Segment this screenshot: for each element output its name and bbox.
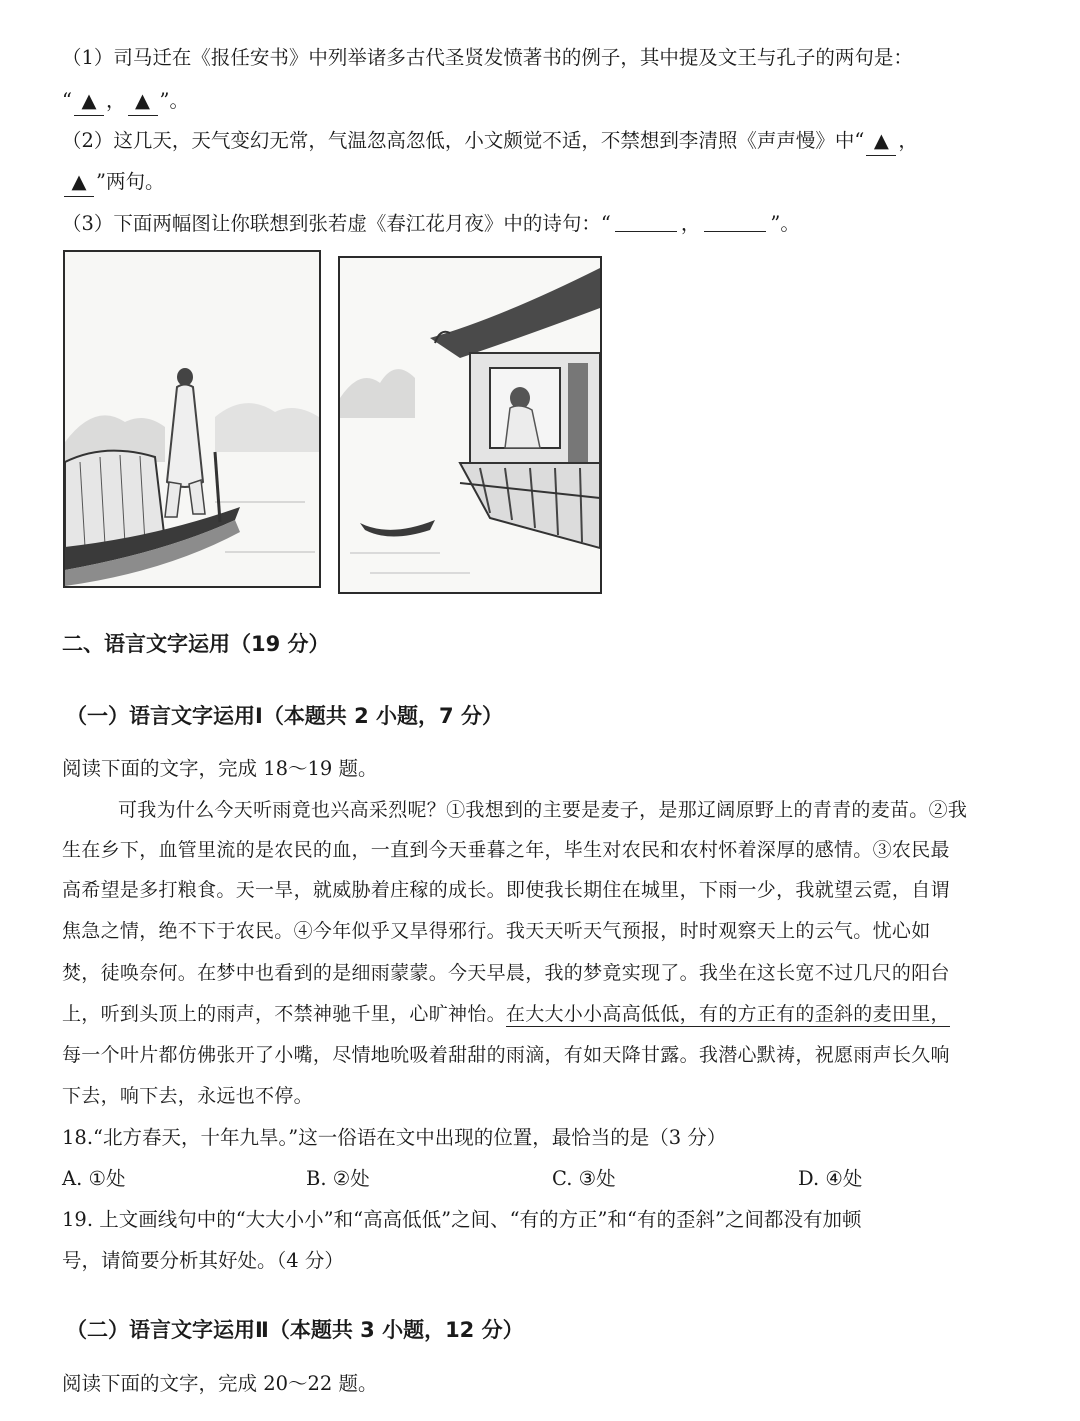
passage-line-6 (62, 1000, 1040, 1028)
answer-blank-1: ▲ (74, 87, 104, 116)
question-2-line-2 (62, 168, 1040, 197)
comma: ， (105, 89, 126, 112)
question-19-line-1: 19. 上文画线句中的“大大小小”和“高高低低”之间、“有的方正”和“有的歪斜”之间都没有加顿 (62, 1208, 862, 1231)
answer-blank-6 (704, 213, 766, 232)
question-1-line-2 (62, 87, 1040, 116)
boat-scholar-illustration (65, 252, 319, 586)
question-2-line-1 (62, 127, 1040, 156)
question-18: 18.“北方春天，十年九旱。”这一俗语在文中出现的位置，最恰当的是（3 分） (62, 1126, 727, 1149)
option-b: B. ②处 (306, 1167, 370, 1190)
option-a: A. ①处 (62, 1167, 126, 1190)
close-quote: ”。 (159, 89, 189, 112)
section-2-title: 二、语言文字运用（19 分） (62, 632, 330, 656)
answer-blank-5 (615, 213, 677, 232)
boat-scholar-painting (63, 250, 321, 588)
answer-blank-3: ▲ (866, 127, 896, 156)
question-2-text: （2）这几天，天气变幻无常，气温忽高忽低，小文颇觉不适，不禁想到李清照《声声慢》中“ (62, 129, 865, 152)
question-3-line (62, 210, 1040, 238)
passage-line-7: 每一个叶片都仿佛张开了小嘴，尽情地吮吸着甜甜的雨滴，有如天降甘露。我潜心默祷，祝愿雨声长久响 (62, 1044, 950, 1066)
passage-line-1: 可我为什么今天听雨竟也兴高采烈呢？①我想到的主要是麦子，是那辽阔原野上的青青的麦苗。②我 (118, 799, 968, 821)
pavilion-woman-painting (338, 256, 602, 594)
option-c: C. ③处 (552, 1167, 616, 1190)
part-2-title: （二）语言文字运用Ⅱ（本题共 3 小题，12 分） (66, 1318, 524, 1342)
passage-line-2: 生在乡下，血管里流的是农民的血，一直到今天垂暮之年，毕生对农民和农村怀着深厚的感情。③农民最 (62, 839, 950, 861)
part-2-instruction: 阅读下面的文字，完成 20～22 题。 (62, 1372, 378, 1395)
passage-line-5: 焚，徒唤奈何。在梦中也看到的是细雨蒙蒙。今天早晨，我的梦竟实现了。我坐在这长宽不过几尺的阳台 (62, 962, 950, 984)
comma: ， (898, 129, 918, 152)
question-3-text: （3）下面两幅图让你联想到张若虚《春江花月夜》中的诗句：“ (62, 212, 611, 235)
question-19-line-2: 号，请简要分析其好处。（4 分） (62, 1249, 344, 1272)
passage-line-3: 高希望是多打粮食。天一旱，就威胁着庄稼的成长。即使我长期住在城里，下雨一少，我就望云霓，自谓 (62, 879, 950, 901)
open-quote: “ (62, 89, 72, 112)
passage-line-6-text: 上，听到头顶上的雨声，不禁神驰千里，心旷神怡。 (62, 1003, 506, 1025)
underlined-sentence: 在大大小小高高低低，有的方正有的歪斜的麦田里， (505, 1003, 950, 1025)
passage-line-8: 下去，响下去，永远也不停。 (62, 1085, 313, 1107)
close-quote: ”。 (770, 212, 800, 235)
question-1-line-1 (62, 44, 1040, 72)
answer-blank-2: ▲ (128, 87, 158, 116)
question-1-text: （1）司马迁在《报任安书》中列举诸多古代圣贤发愤著书的例子，其中提及文王与孔子的两句是： (62, 46, 913, 69)
answer-blank-4: ▲ (64, 168, 94, 197)
pavilion-illustration (340, 258, 600, 592)
comma: ， (680, 212, 701, 235)
part-1-instruction: 阅读下面的文字，完成 18～19 题。 (62, 757, 378, 780)
part-1-title: （一）语言文字运用Ⅰ（本题共 2 小题，7 分） (66, 704, 503, 728)
question-2-end: ”两句。 (96, 170, 165, 193)
passage-line-4: 焦急之情，绝不下于农民。④今年似乎又旱得邪行。我天天听天气预报，时时观察天上的云气。忧心如 (62, 920, 931, 942)
option-d: D. ④处 (798, 1167, 863, 1190)
